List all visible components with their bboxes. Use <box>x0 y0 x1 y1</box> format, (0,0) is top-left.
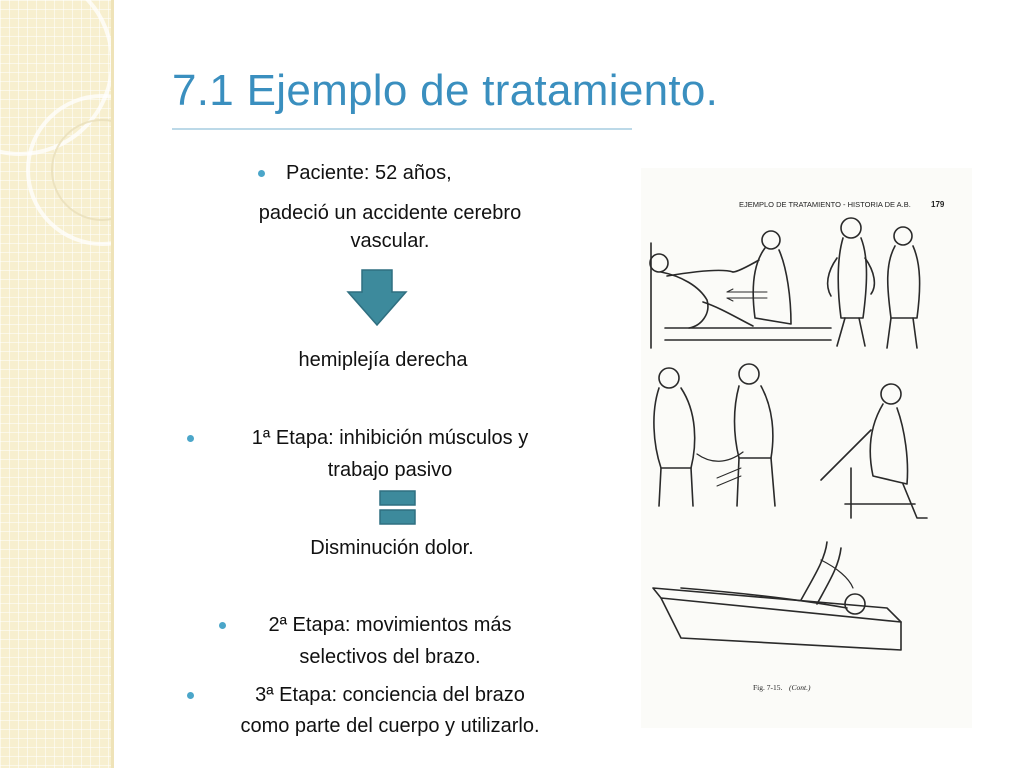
sidebar-rings <box>0 0 113 768</box>
stage-3-line-1: 3ª Etapa: conciencia del brazo <box>255 684 525 706</box>
illustration-drawing <box>641 168 972 728</box>
bullet-patient: Paciente: 52 años, <box>286 162 452 184</box>
figure-page-number: 179 <box>931 200 945 209</box>
figure-caption: Fig. 7-15. <box>753 683 783 692</box>
result-pain-reduction: Disminución dolor. <box>310 537 474 559</box>
title-underline <box>172 128 632 130</box>
figure-header: EJEMPLO DE TRATAMIENTO - HISTORIA DE A.B. <box>739 200 911 209</box>
bullet-dot <box>187 435 194 442</box>
down-arrow-icon <box>346 268 408 328</box>
panel-seated-patient <box>650 218 920 348</box>
patient-detail-line-1: padeció un accidente cerebro <box>258 202 522 224</box>
panel-standing-therapy <box>654 364 927 518</box>
bullet-dot <box>258 170 265 177</box>
bullet-dot <box>187 692 194 699</box>
slide-title: 7.1 Ejemplo de tratamiento. <box>172 66 719 115</box>
decorative-sidebar <box>0 0 113 768</box>
equals-sign-icon <box>378 489 418 527</box>
patient-detail-line-2: vascular. <box>350 230 430 252</box>
panel-bench-exercise <box>653 542 901 650</box>
sidebar-edge <box>111 0 114 768</box>
figure-caption-note: (Cont.) <box>789 683 811 692</box>
result-hemiplegia: hemiplejía derecha <box>298 349 468 371</box>
stage-2-line-2: selectivos del brazo. <box>299 646 481 668</box>
stage-2-line-1: 2ª Etapa: movimientos más <box>268 614 512 636</box>
stage-1-line-1: 1ª Etapa: inhibición músculos y <box>251 427 529 449</box>
treatment-illustration <box>641 168 972 728</box>
stage-1-line-2: trabajo pasivo <box>327 459 453 481</box>
stage-3-line-2: como parte del cuerpo y utilizarlo. <box>240 715 540 737</box>
